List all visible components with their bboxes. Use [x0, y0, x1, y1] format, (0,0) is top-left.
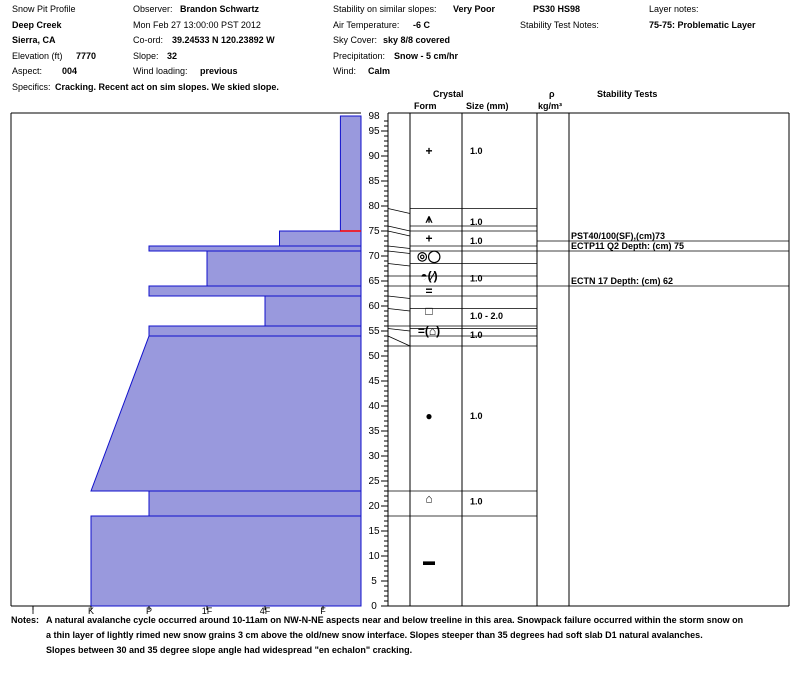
stability-test-result: ECTN 17 Depth: (cm) 62	[571, 276, 674, 286]
precip-value: Snow - 5 cm/hr	[394, 51, 459, 61]
hardness-layer	[91, 336, 361, 491]
sky-value: sky 8/8 covered	[383, 35, 451, 45]
elevation-value: 7770	[76, 51, 97, 61]
hardness-layer	[91, 516, 361, 606]
ps-hs: PS30 HS98	[533, 4, 581, 14]
rounded-faceted-icon: =	[425, 284, 433, 298]
layer-connector	[388, 231, 410, 236]
depth-tick-label: 60	[368, 301, 380, 312]
elevation-label: Elevation (ft)	[12, 51, 63, 61]
notes-line-3: Slopes between 30 and 35 degree slope angle had widespread "en echalon" cracking.	[46, 645, 413, 655]
grain-size-label: 1.0	[470, 217, 483, 227]
grain-size-label: 1.0	[470, 236, 483, 246]
observer-label: Observer:	[133, 4, 173, 14]
wind-label: Wind:	[333, 66, 357, 76]
depth-tick-label: 20	[368, 501, 380, 512]
region-name: Sierra, CA	[12, 35, 56, 45]
decomposing-fragments-icon: +	[425, 231, 433, 246]
grain-size-label: 1.0	[470, 411, 483, 421]
specifics-value: Cracking. Recent act on sim slopes. We skied slope.	[55, 82, 279, 92]
depth-tick-label: 85	[368, 176, 380, 187]
depth-tick-label: 75	[368, 226, 380, 237]
depth-tick-label: 35	[368, 426, 380, 437]
wind-loading-value: previous	[200, 66, 238, 76]
depth-tick-label: 70	[368, 251, 380, 262]
precip-label: Precipitation:	[333, 51, 386, 61]
coord-label: Co-ord:	[133, 35, 164, 45]
hardness-layer	[149, 326, 361, 336]
hardness-tick-label: F	[320, 606, 326, 616]
observer-value: Brandon Schwartz	[180, 4, 260, 14]
depth-tick-label: 65	[368, 276, 380, 287]
location-name: Deep Creek	[12, 20, 62, 30]
decomposing-fragments-icon: +	[425, 144, 433, 158]
sky-label: Sky Cover:	[333, 35, 378, 45]
stability-test-result: PST40/100(SF),(cm)73	[571, 231, 666, 241]
rounded-grains-icon: ●	[425, 409, 433, 423]
depth-hoar-icon: ⌂	[425, 491, 433, 506]
notes-label: Notes:	[11, 615, 40, 625]
depth-tick-label: 10	[368, 551, 380, 562]
layer-connector	[388, 226, 410, 231]
notes-line-2: a thin layer of lightly rimed new snow grains 3 cm above the old/new snow interface. Slopes steeper than 35 degrees had soft slab D1 natural avalanches.	[46, 630, 703, 640]
layer-connector	[388, 329, 410, 332]
depth-tick-label: 90	[368, 151, 380, 162]
air-temp-value: -6 C	[413, 20, 431, 30]
layer-notes-label: Layer notes:	[649, 4, 699, 14]
depth-tick-label: 5	[371, 576, 377, 587]
hardness-layer	[340, 116, 361, 231]
size-header: Size (mm)	[466, 101, 509, 111]
depth-tick-label: 0	[371, 601, 377, 612]
hardness-tick-label: 1F	[201, 606, 213, 616]
stability-notes-value: 75-75: Problematic Layer	[649, 20, 756, 30]
ice-formation-icon: ▬	[423, 554, 435, 568]
layer-connector	[388, 251, 410, 254]
grain-size-label: 1.0	[470, 330, 483, 340]
page-title: Snow Pit Profile	[12, 4, 76, 14]
depth-tick-label: 98	[368, 111, 380, 122]
coord-value: 39.24533 N 120.23892 W	[172, 35, 275, 45]
grain-size-label: 1.0 - 2.0	[470, 311, 504, 321]
air-temp-label: Air Temperature:	[333, 20, 400, 30]
hardness-layer	[149, 246, 361, 251]
depth-tick-label: 55	[368, 326, 380, 337]
form-header: Form	[414, 101, 437, 111]
layer-connector	[388, 246, 410, 249]
depth-tick-label: 40	[368, 401, 380, 412]
layer-connector	[388, 309, 410, 312]
density-header: ρ	[549, 89, 555, 99]
slope-value: 32	[167, 51, 178, 61]
layer-connector	[388, 264, 410, 267]
hardness-layer	[149, 491, 361, 516]
slope-label: Slope:	[133, 51, 159, 61]
stability-notes-label: Stability Test Notes:	[520, 20, 599, 30]
depth-tick-label: 95	[368, 126, 380, 137]
grain-size-label: 1.0	[470, 496, 483, 507]
grain-size-label: 1.0	[470, 273, 483, 284]
depth-tick-label: 30	[368, 451, 380, 462]
grain-size-label: 1.0	[470, 146, 483, 156]
depth-tick-label: 50	[368, 351, 380, 362]
stability-value: Very Poor	[453, 4, 496, 14]
hardness-layer	[280, 231, 362, 246]
datetime: Mon Feb 27 13:00:00 PST 2012	[133, 20, 261, 30]
depth-tick-label: 80	[368, 201, 380, 212]
wind-loading-label: Wind loading:	[133, 66, 188, 76]
depth-tick-label: 15	[368, 526, 380, 537]
crystal-header: Crystal	[433, 89, 464, 99]
layer-connector	[388, 336, 410, 346]
surface-hoar-icon: ⩚	[425, 211, 433, 226]
stability-tests-header: Stability Tests	[597, 89, 658, 99]
notes-line-1: A natural avalanche cycle occurred around 10-11am on NW-N-NE aspects near and below treeline in this area. Snowpack failure occurred within the storm snow on	[46, 615, 744, 625]
stability-label: Stability on similar slopes:	[333, 4, 437, 14]
aspect-label: Aspect:	[12, 66, 43, 76]
hardness-tick-label: I	[31, 606, 35, 616]
depth-tick-label: 45	[368, 376, 380, 387]
layer-connector	[388, 296, 410, 299]
depth-tick-label: 25	[368, 476, 380, 487]
hardness-layer	[149, 286, 361, 296]
hardness-layer	[207, 251, 361, 286]
stability-test-result: ECTP11 Q2 Depth: (cm) 75	[571, 241, 685, 251]
faceted-crystals-icon: □	[425, 304, 433, 318]
hardness-tick-label: P	[145, 606, 153, 616]
hardness-layer	[265, 296, 361, 326]
aspect-value: 004	[62, 66, 78, 76]
layer-connector	[388, 209, 410, 214]
wind-value: Calm	[368, 66, 391, 76]
hardness-tick-label: 4F	[259, 606, 271, 616]
hardness-tick-label: K	[87, 606, 95, 616]
density-units: kg/m³	[538, 101, 563, 111]
faceted-rounded-depth-hoar-icon: =(⌂)	[417, 324, 441, 338]
graupel-mixed-icon: ◓(⁄)	[420, 269, 438, 283]
rimed-particles-icon: ◎◯	[417, 249, 441, 263]
specifics-label: Specifics:	[12, 82, 51, 92]
